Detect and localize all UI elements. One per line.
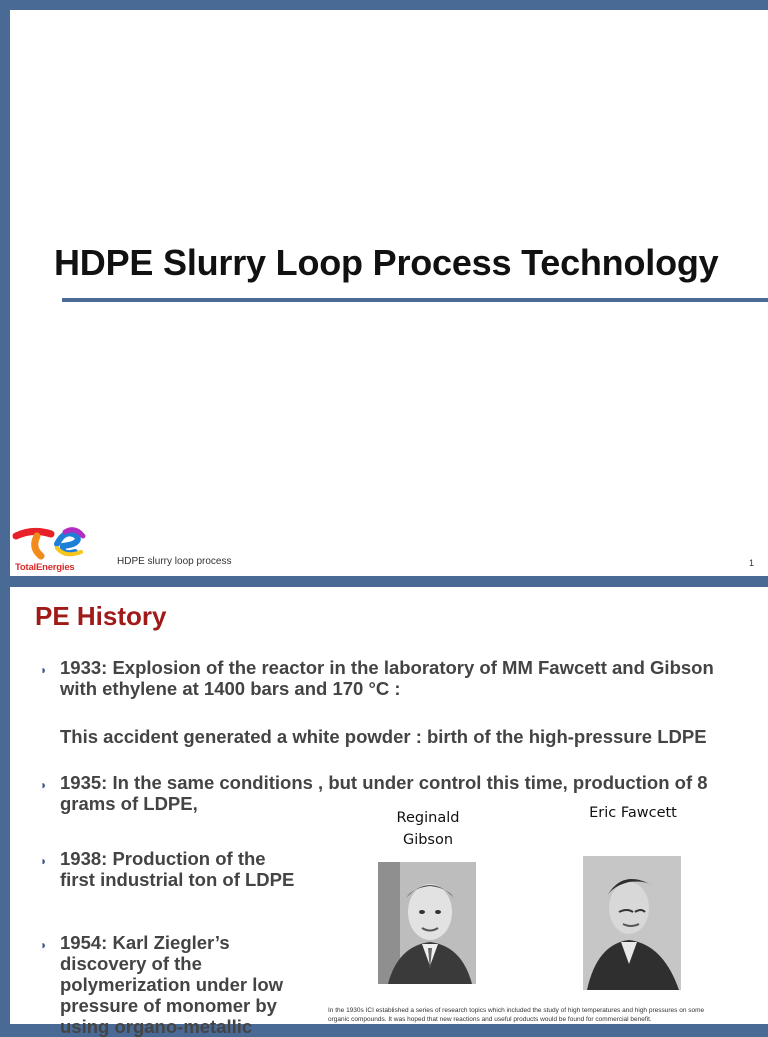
portrait-fawcett xyxy=(583,856,681,990)
bullet-icon: ◗ xyxy=(40,854,48,868)
person-name-fawcett: Eric Fawcett xyxy=(589,805,677,821)
bullet-1933-note: This accident generated a white powder : birth of the high-pressure LDPE xyxy=(60,726,707,747)
bullet-1938 xyxy=(40,848,295,890)
totalenergies-logo xyxy=(13,522,87,576)
title-slide xyxy=(10,10,768,576)
bullet-1933 xyxy=(40,657,720,699)
bullet-1954 xyxy=(40,932,305,1037)
bullet-icon: ◗ xyxy=(40,663,48,677)
bullet-text: 1935: In the same conditions , but under control this time, production of 8 grams of LDPE, xyxy=(60,772,708,814)
portrait-gibson xyxy=(378,862,476,984)
slide-footer: HDPE slurry loop process xyxy=(117,556,232,567)
photo-caption: In the 1930s ICI established a series of research topics which included the study of high temperatures and high pressures on some organic compounds. It was hoped that new reactions and useful products would be found for commercial benefit. xyxy=(328,1007,705,1023)
bullet-text: 1938: Production of the first industrial ton of LDPE xyxy=(60,848,295,890)
history-slide xyxy=(10,587,768,1037)
person-name-gibson: Reginald Gibson xyxy=(396,810,460,848)
logo-mark-icon xyxy=(13,522,87,562)
bullet-icon: ◗ xyxy=(40,938,48,952)
bullet-icon: ◗ xyxy=(40,778,48,792)
title-underline xyxy=(62,298,768,302)
bullet-text: 1954: Karl Ziegler’s discovery of the polymerization under low pressure of monomer by using organo-metallic xyxy=(60,932,284,1037)
bullet-text: 1933: Explosion of the reactor in the laboratory of MM Fawcett and Gibson with ethylene at 1400 bars and 170 °C : xyxy=(60,657,714,699)
founders-photo-panel xyxy=(328,792,718,1024)
slide-title: HDPE Slurry Loop Process Technology xyxy=(54,242,719,283)
slide-heading: PE History xyxy=(35,601,167,631)
page-number: 1 xyxy=(748,558,754,568)
logo-wordmark: TotalEnergies xyxy=(15,562,75,573)
